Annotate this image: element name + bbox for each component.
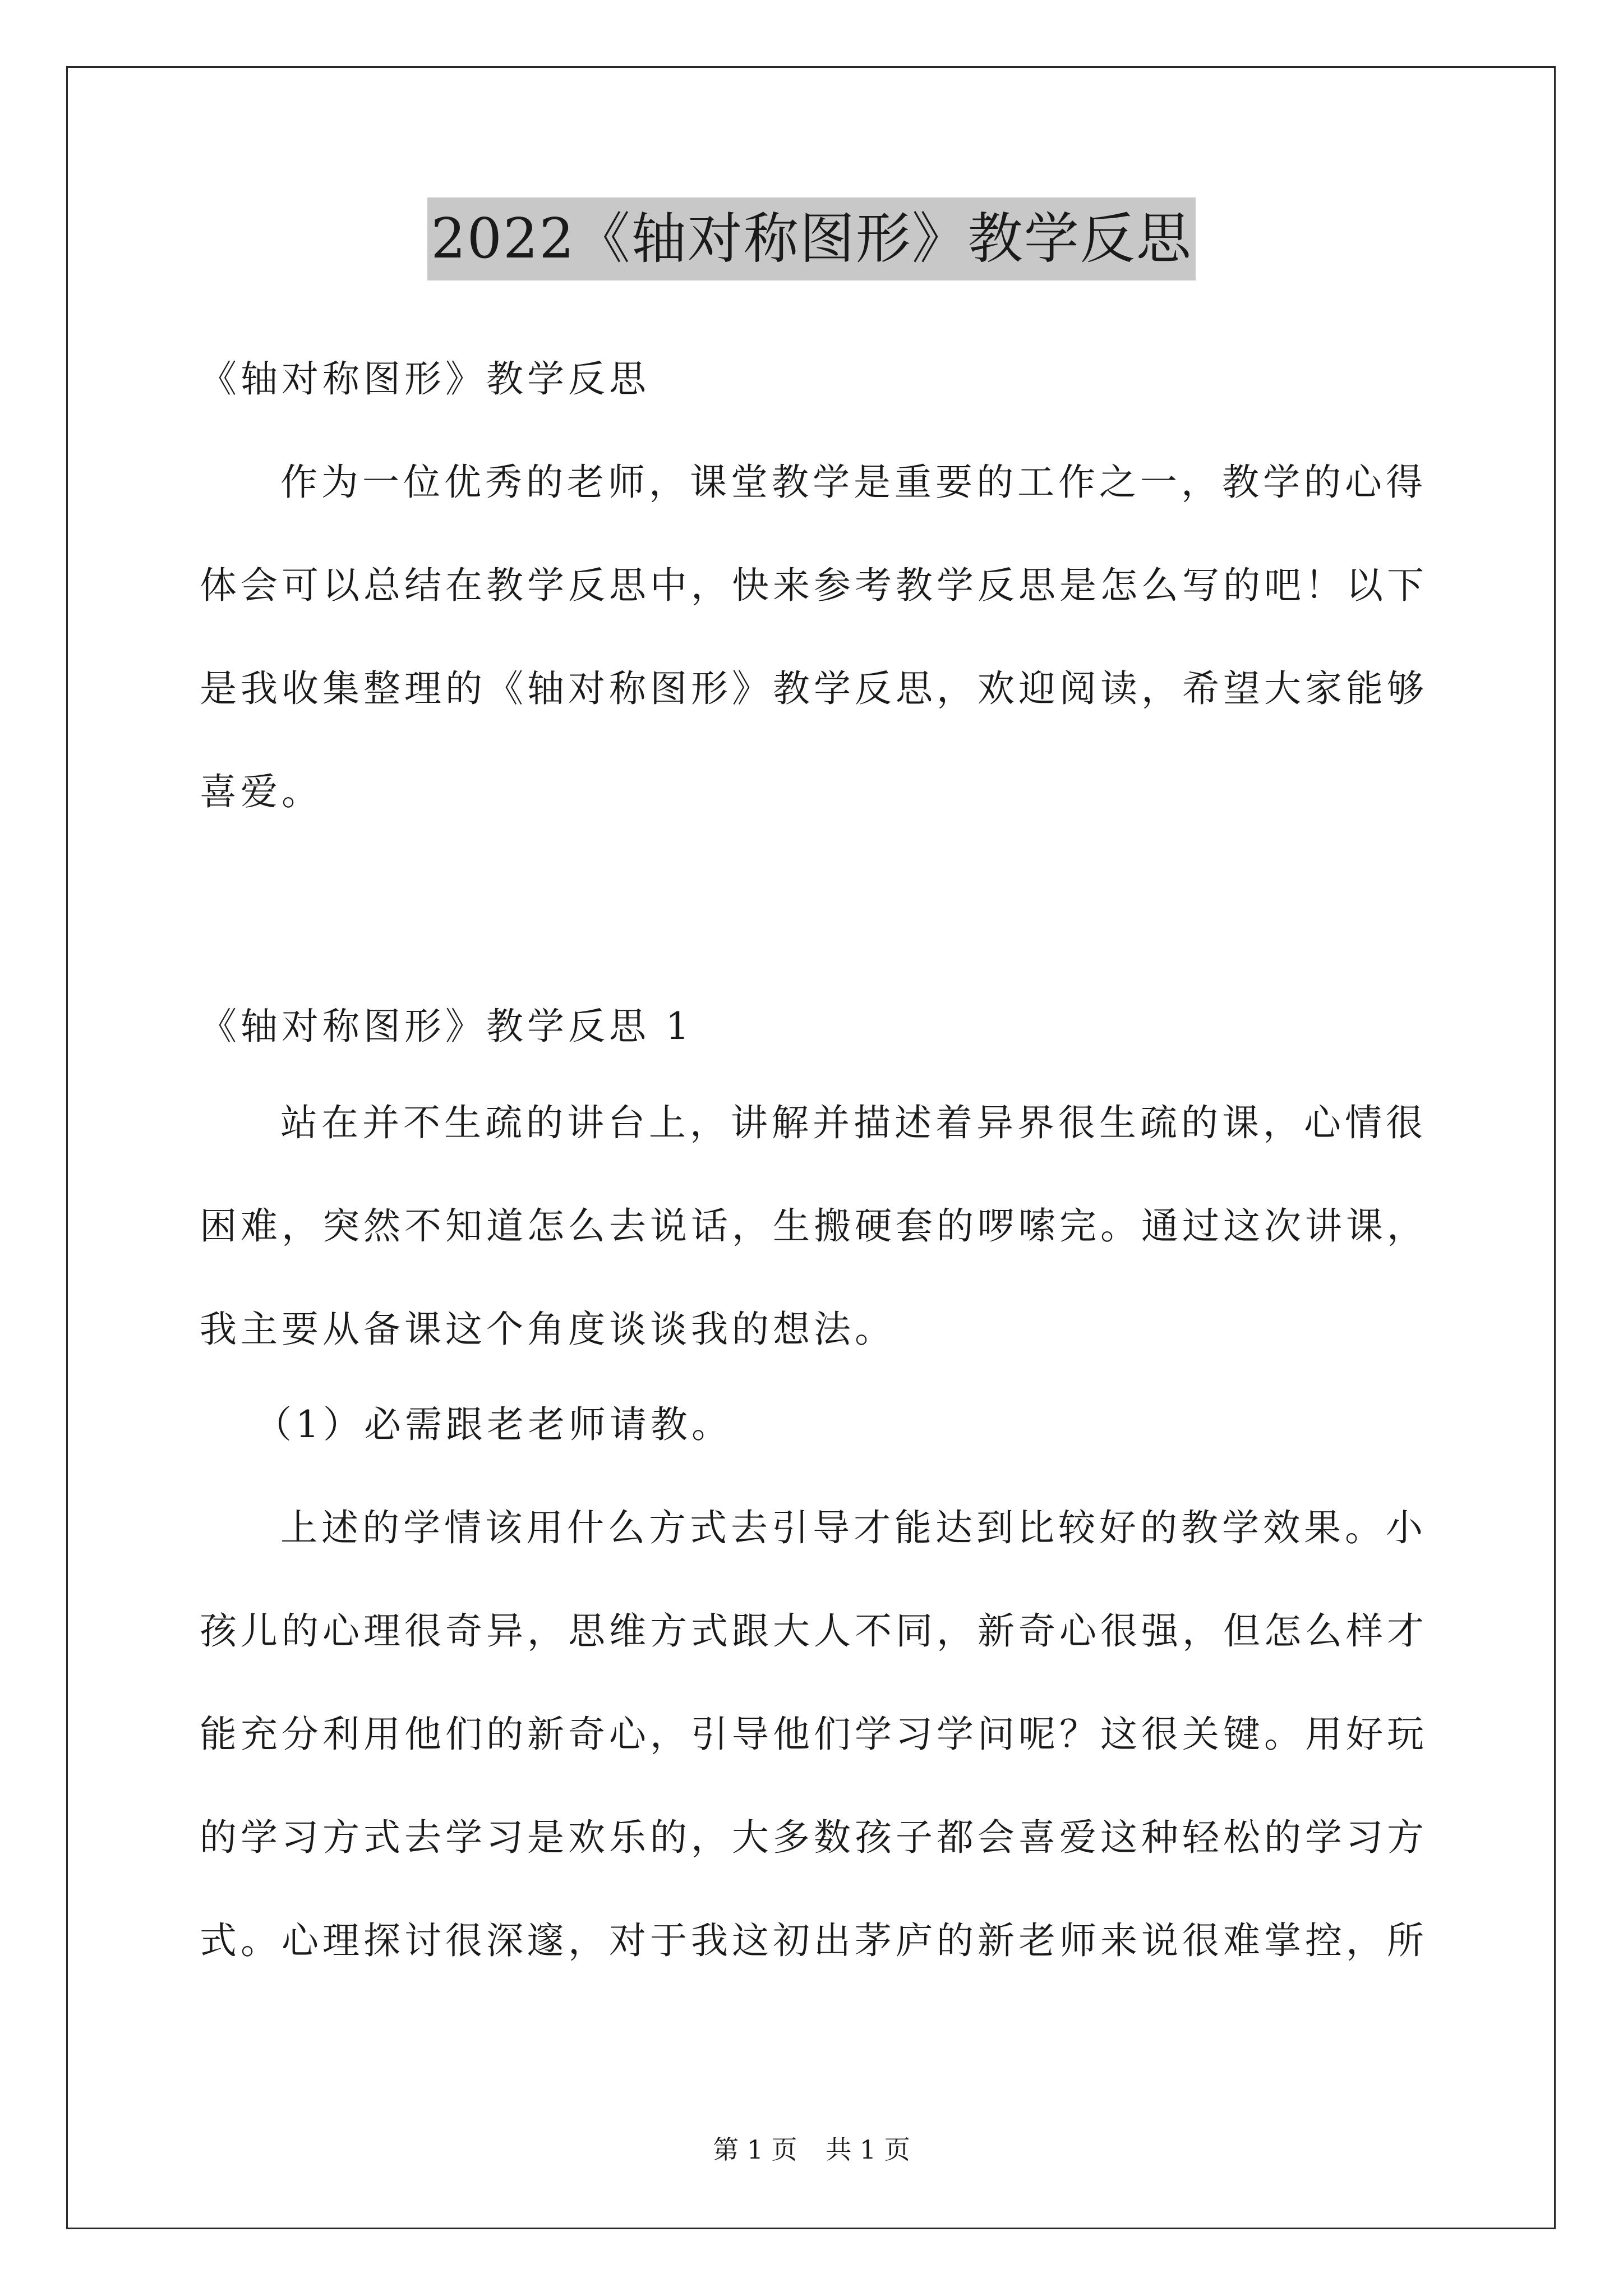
intro-line: 喜爱。 — [200, 770, 322, 813]
paragraph-line: 孩儿的心理很奇异，思维方式跟大人不同，新奇心很强，但怎么样才 — [200, 1609, 1428, 1653]
paragraph-line: 我主要从备课这个角度谈谈我的想法。 — [200, 1308, 896, 1351]
intro-line: 作为一位优秀的老师，课堂教学是重要的工作之一，教学的心得 — [280, 461, 1427, 504]
numbered-point: （1）必需跟老老师请教。 — [255, 1403, 732, 1446]
section-heading: 《轴对称图形》教学反思 1 — [200, 1005, 693, 1048]
document-subtitle: 《轴对称图形》教学反思 — [200, 357, 650, 401]
paragraph-line: 困难，突然不知道怎么去说话，生搬硬套的啰嗦完。通过这次讲课， — [200, 1204, 1428, 1248]
paragraph-line: 上述的学情该用什么方式去引导才能达到比较好的教学效果。小 — [280, 1506, 1427, 1549]
page-total: 共 1 页 — [826, 2134, 910, 2165]
intro-line: 是我收集整理的《轴对称图形》教学反思，欢迎阅读，希望大家能够 — [200, 667, 1428, 710]
intro-line: 体会可以总结在教学反思中，快来参考教学反思是怎么写的吧！以下 — [200, 564, 1428, 607]
document-title: 2022《轴对称图形》教学反思 — [427, 197, 1195, 280]
paragraph-line: 式。心理探讨很深邃，对于我这初出茅庐的新老师来说很难掌控，所 — [200, 1919, 1428, 1962]
paragraph-line: 能充分利用他们的新奇心，引导他们学习学问呢？这很关键。用好玩 — [200, 1713, 1428, 1756]
paragraph-line: 站在并不生疏的讲台上，讲解并描述着异界很生疏的课，心情很 — [280, 1101, 1427, 1144]
page-footer — [0, 2133, 1623, 2166]
title-container — [0, 197, 1623, 280]
paragraph-line: 的学习方式去学习是欢乐的，大多数孩子都会喜爱这种轻松的学习方 — [200, 1816, 1428, 1859]
page-number: 第 1 页 — [713, 2134, 797, 2165]
